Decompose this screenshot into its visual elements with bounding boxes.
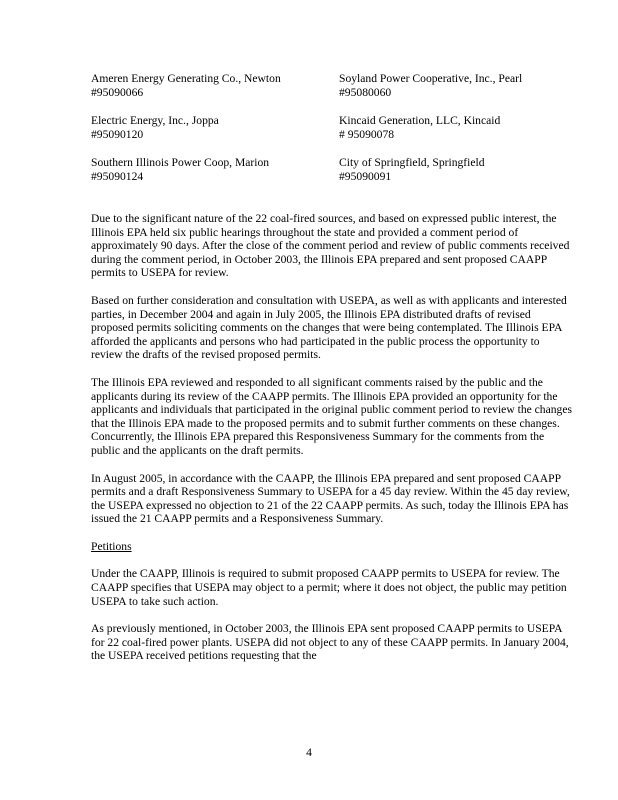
facility-name: Soyland Power Cooperative, Inc., Pearl — [339, 72, 523, 85]
paragraph: Due to the significant nature of the 22 coal-fired sources, and based on expressed public interest, the Illinois EPA held six public hearings throughout the state and provided a comment period of approximately 90 days. After the close of the comment period and review of public comments received during the comment period, in October 2003, the Illinois EPA prepared and sent proposed CAAPP permits to USEPA for review. — [91, 212, 570, 280]
facility-entry — [339, 72, 561, 114]
page-number: 4 — [306, 746, 312, 759]
facility-list — [91, 72, 561, 198]
facility-id: #95090066 — [91, 86, 144, 99]
facility-name: Southern Illinois Power Coop, Marion — [91, 156, 270, 169]
paragraph: In August 2005, in accordance with the CAAPP, the Illinois EPA prepared and sent proposed CAAPP permits and a draft Responsiveness Summary to USEPA for a 45 day review. Within the 45 day review, the USEPA expressed no objection to 21 of the 22 CAAPP permits. As such, today the Illinois EPA has issued the 21 CAAPP permits and a Responsiveness Summary. — [91, 471, 570, 526]
facility-id: #95080060 — [339, 86, 392, 99]
facility-name: Electric Energy, Inc., Joppa — [91, 114, 219, 127]
facility-id: #95090120 — [91, 128, 144, 141]
facility-id: #95090124 — [91, 170, 144, 183]
facility-id: # 95090078 — [339, 128, 395, 141]
facility-entry — [91, 114, 339, 156]
facility-entry — [339, 156, 561, 198]
paragraph: The Illinois EPA reviewed and responded to all significant comments raised by the public and the applicants during its review of the CAAPP permits. The Illinois EPA provided an opportunity for the applicants and individuals that participated in the original public comment period to review the changes that the Illinois EPA made to the proposed permits and to submit further comments on these changes. Concurrently, the Illinois EPA prepared this Responsiveness Summary for the comments from the public and the applicants on the draft permits. — [91, 375, 572, 457]
facility-name: Ameren Energy Generating Co., Newton — [91, 72, 281, 85]
facility-row — [91, 114, 561, 156]
paragraph: As previously mentioned, in October 2003, the Illinois EPA sent proposed CAAPP permits to USEPA for 22 coal-fired power plants. USEPA did not object to any of these CAAPP permits. In January 2004, the USEPA received petitions requesting that the — [91, 622, 569, 663]
facility-entry — [91, 156, 339, 198]
paragraph: Based on further consideration and consultation with USEPA, as well as with applicants and interested parties, in December 2004 and again in July 2005, the Illinois EPA distributed drafts of revised proposed permits soliciting comments on the changes that were being contemplated. The Illinois EPA afforded the applicants and persons who had participated in the public process the opportunity to review the drafts of the revised proposed permits. — [91, 293, 567, 362]
facility-entry — [91, 72, 339, 114]
facility-row — [91, 156, 561, 198]
body-text — [91, 212, 573, 677]
paragraph: Under the CAAPP, Illinois is required to submit proposed CAAPP permits to USEPA for review. The CAAPP specifies that USEPA may object to a permit; where it does not object, the public may petition USEPA to take such action. — [91, 567, 567, 608]
facility-name: Kincaid Generation, LLC, Kincaid — [339, 114, 501, 127]
facility-name: City of Springfield, Springfield — [339, 156, 485, 169]
facility-id: #95090091 — [339, 170, 392, 183]
facility-entry — [339, 114, 561, 156]
section-heading: Petitions — [91, 539, 132, 553]
facility-row — [91, 72, 561, 114]
